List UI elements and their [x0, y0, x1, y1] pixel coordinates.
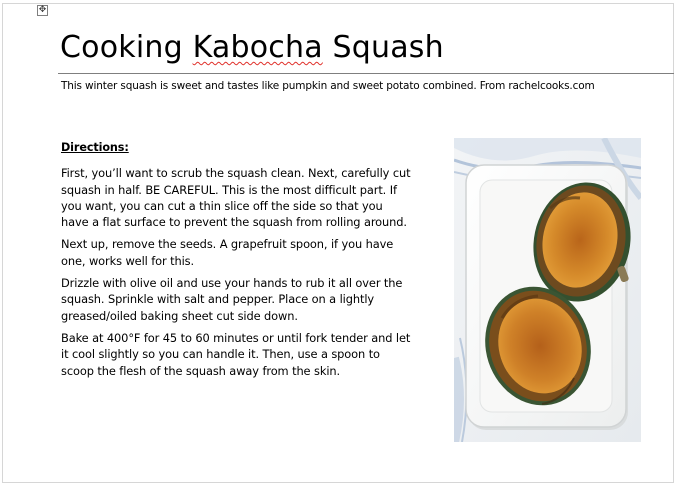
recipe-subtitle: This winter squash is sweet and tastes like pumpkin and sweet potato combined. From rachelcooks.com	[61, 80, 595, 92]
page-title	[60, 28, 444, 68]
table-move-handle-icon[interactable]: ✥	[38, 5, 47, 15]
directions-section	[61, 140, 413, 385]
direction-step-4: Bake at 400°F for 45 to 60 minutes or until fork tender and let it cool slightly so you can handle it. Then, use a spoon to scoop the flesh of the squash away from the skin.	[61, 330, 411, 378]
roasted-squash-photo	[454, 138, 641, 442]
title-part-1: Cooking	[60, 30, 193, 65]
title-flagged-word: Kabocha	[192, 30, 323, 65]
direction-step-2: Next up, remove the seeds. A grapefruit spoon, if you have one, works well for this.	[61, 237, 394, 268]
title-part-2: Squash	[322, 30, 444, 65]
title-divider	[58, 73, 674, 74]
directions-heading: Directions:	[61, 141, 129, 154]
direction-step-1: First, you’ll want to scrub the squash clean. Next, carefully cut squash in half. BE CAREFUL. This is the most difficult part. If you want, you can cut a thin slice off the side so that you have a flat surface to prevent the squash from rolling around.	[61, 166, 411, 230]
direction-step-3: Drizzle with olive oil and use your hands to rub it all over the squash. Sprinkle with salt and pepper. Place on a lightly greased/oiled baking sheet cut side down.	[61, 276, 403, 323]
squash-photo-illustration	[454, 138, 641, 442]
